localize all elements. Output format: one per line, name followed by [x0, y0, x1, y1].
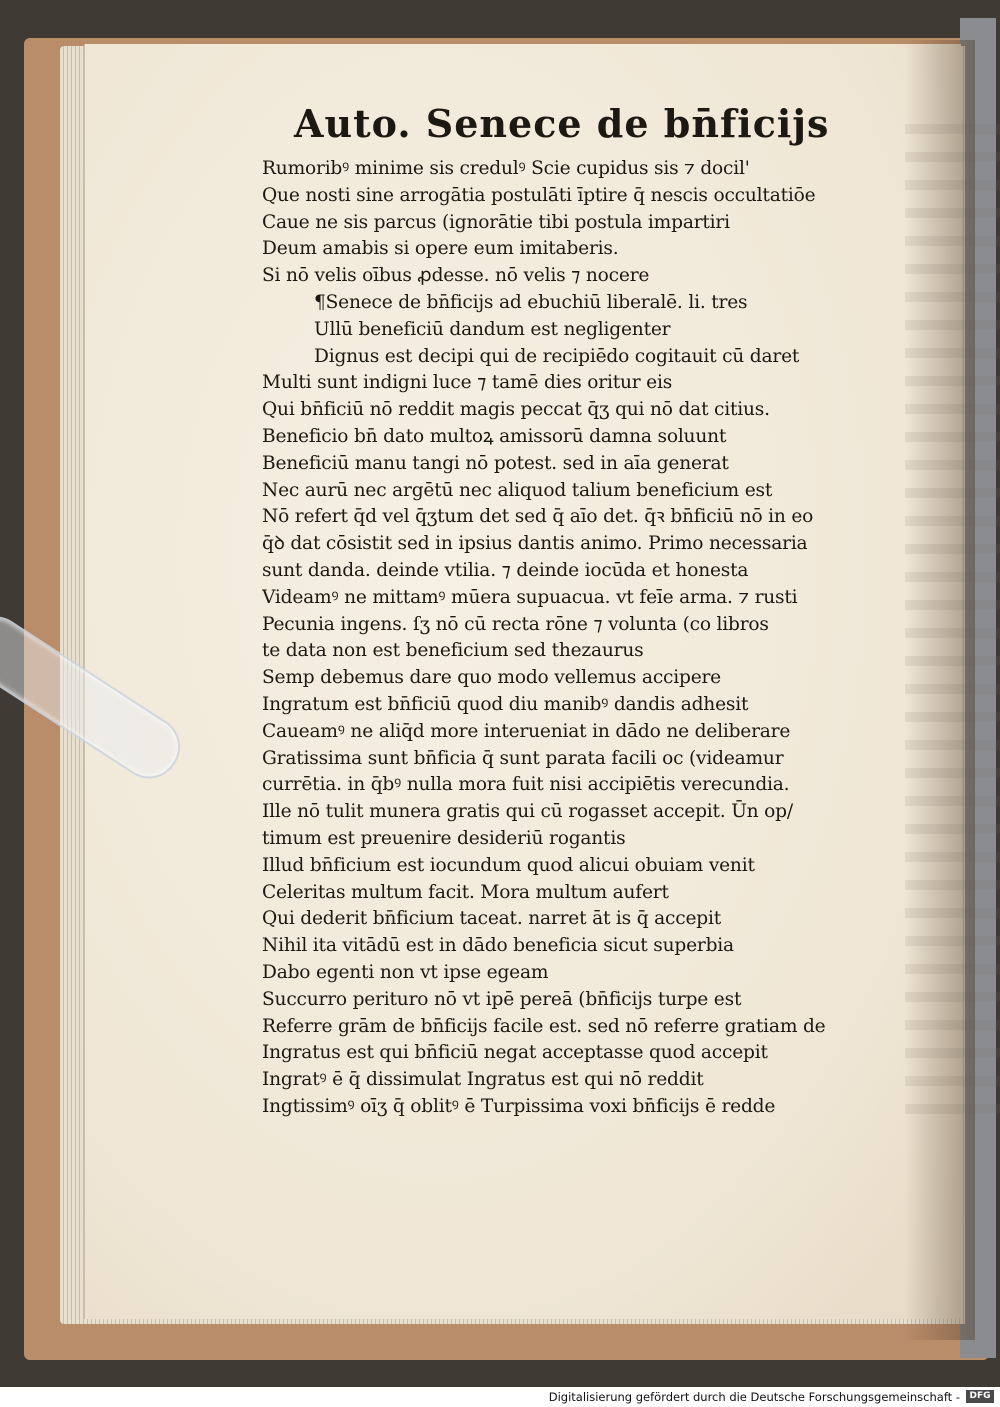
page-text	[262, 92, 862, 1121]
text-line: Ullū beneficiū dandum est negligenter	[314, 318, 671, 340]
text-line: Qui dederit bn̄ficium taceat. narret āt is q̄ accepit	[262, 908, 721, 930]
text-line: Ingratum est bn̄ficiū quod diu manibꝰ dandis adhesit	[262, 693, 749, 715]
text-lines	[262, 156, 862, 1121]
gutter-shadow	[905, 40, 975, 1340]
text-line: ¶Senece de bn̄ficijs ad ebuchiū liberalē. li. tres	[314, 291, 748, 313]
text-line: Nec aurū nec argētū nec aliquod talium beneficium est	[262, 479, 773, 501]
text-line: Ingratꝰ ē q̄ dissimulat Ingratus est qui nō reddit	[262, 1069, 704, 1091]
text-line: Rumoribꝰ minime sis credulꝰ Scie cupidus sis ⁊ docil'	[262, 158, 750, 179]
text-line: Illud bn̄ficium est iocundum quod alicui obuiam venit	[262, 854, 755, 876]
text-line: Ingratus est qui bn̄ficiū negat acceptasse quod accepit	[262, 1042, 768, 1064]
text-line: Deum amabis si opere eum imitaberis.	[262, 238, 619, 260]
text-line: Nō refert q̄d vel q̄ʒtum det sed q̄ aīo det. q̄ꝛ bn̄ficiū nō in eo	[262, 506, 814, 528]
text-line: Videamꝰ ne mittamꝰ mūera supuacua. vt feīe arma. ⁊ rusti	[262, 586, 798, 608]
text-line: timum est preuenire desideriū rogantis	[262, 827, 626, 849]
text-line: Ille nō tulit munera gratis qui cū rogasset accepit. Ūn op/	[262, 801, 793, 823]
text-line: Que nosti sine arrogātia postulāti īptire q̄ nescis occultatiōe	[262, 184, 816, 206]
text-line: sunt danda. deinde vtilia. ⁊ deinde iocūda et honesta	[262, 559, 749, 581]
text-line: te data non est beneficium sed thezaurus	[262, 640, 644, 662]
text-line: Dabo egenti non vt ipse egeam	[262, 961, 549, 983]
page-title: Auto. Senece de bn̄ficijs	[294, 101, 830, 146]
text-line: q̄ꝺ dat cōsistit sed in ipsius dantis animo. Primo necessaria	[262, 533, 808, 555]
text-line: Celeritas multum facit. Mora multum aufert	[262, 881, 669, 903]
text-line: Succurro perituro nō vt ipē pereā (bn̄ficijs turpe est	[262, 988, 742, 1010]
text-line: Caue ne sis parcus (ignorātie tibi postula impartiri	[262, 211, 730, 233]
text-line: Beneficiū manu tangi nō potest. sed in aīa generat	[262, 452, 729, 474]
text-line: Qui bn̄ficiū nō reddit magis peccat q̄ʒ qui nō dat citius.	[262, 399, 770, 421]
text-line: Beneficio bn̄ dato multoꝝ amissorū damna soluunt	[262, 425, 727, 447]
text-line: Gratissima sunt bn̄ficia q̄ sunt parata facili oc (videamur	[262, 747, 784, 769]
text-line: Si nō velis oībus ꝓdesse. nō velis ⁊ nocere	[262, 265, 650, 287]
funding-notice: Digitalisierung gefördert durch die Deutsche Forschungsgemeinschaft -	[548, 1390, 960, 1404]
text-line: Caueamꝰ ne aliq̄d more interueniat in dādo ne deliberare	[262, 720, 791, 742]
text-line: Dignus est decipi qui de recipiēdo cogitauit cū daret	[314, 345, 800, 367]
text-line: Nihil ita vitādū est in dādo beneficia sicut superbia	[262, 935, 734, 957]
footer	[0, 1387, 1000, 1407]
text-line: currētia. in q̄bꝰ nulla mora fuit nisi accipiētis verecundia.	[262, 774, 790, 796]
text-line: Referre grām de bn̄ficijs facile est. sed nō referre gratiam de	[262, 1015, 826, 1037]
text-line: Semp debemus dare quo modo vellemus accipere	[262, 667, 721, 689]
dfg-logo: DFG	[966, 1390, 994, 1403]
text-line: Pecunia ingens. ſʒ nō cū recta rōne ⁊ volunta (co libros	[262, 613, 769, 635]
text-line: Ingtissimꝰ oīʒ q̄ oblitꝰ ē Turpissima voxi bn̄ficijs ē redde	[262, 1095, 776, 1117]
text-line: Multi sunt indigni luce ⁊ tamē dies oritur eis	[262, 372, 673, 394]
